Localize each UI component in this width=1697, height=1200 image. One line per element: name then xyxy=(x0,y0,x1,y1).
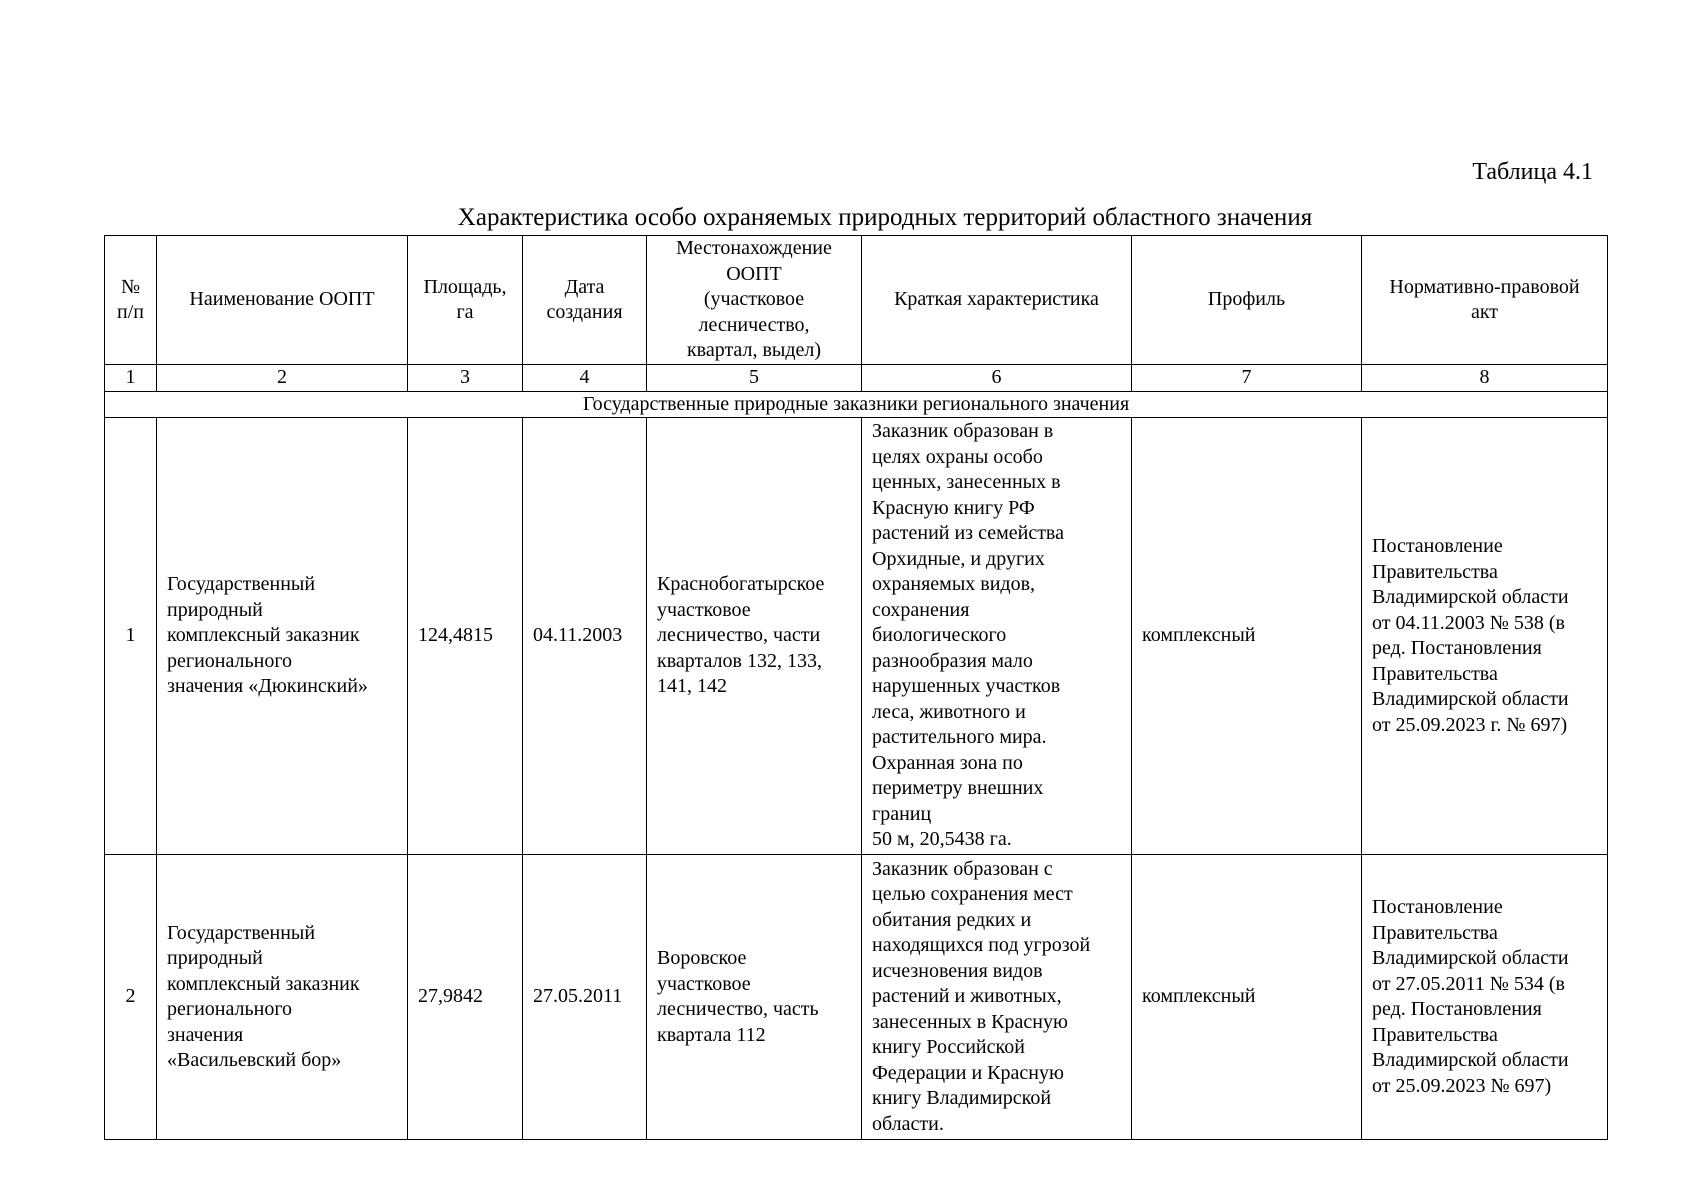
row-profile: комплексный xyxy=(1132,855,1362,1140)
header-row xyxy=(105,236,1608,365)
column-number: 4 xyxy=(523,365,647,392)
row-date: 27.05.2011 xyxy=(523,855,647,1140)
table-row xyxy=(105,855,1608,1140)
row-act: Постановление Правительства Владимирской области от 27.05.2011 № 534 (в ред. Постановления Правительства Владимирской области от 25.09.2023 № 697) xyxy=(1362,855,1608,1140)
header-profile: Профиль xyxy=(1132,236,1362,365)
column-number: 6 xyxy=(862,365,1132,392)
row-area: 27,9842 xyxy=(408,855,523,1140)
row-act: Постановление Правительства Владимирской области от 04.11.2003 № 538 (в ред. Постановления Правительства Владимирской области от 25.09.2023 г. № 697) xyxy=(1362,418,1608,855)
row-location: Воровское участковое лесничество, часть квартала 112 xyxy=(647,855,862,1140)
section-row xyxy=(105,391,1608,418)
column-number: 5 xyxy=(647,365,862,392)
header-date: Дата создания xyxy=(523,236,647,365)
row-name: Государственный природный комплексный заказник регионального значения «Васильевский бор» xyxy=(157,855,408,1140)
row-description: Заказник образован в целях охраны особо ценных, занесенных в Красную книгу РФ растений из семейства Орхидные, и других охраняемых видов, сохранения биологического разнообразия мало нарушенных участков леса, животного и растительного мира. Охранная зона по периметру внешних границ 50 м, 20,5438 га. xyxy=(862,418,1132,855)
column-number: 1 xyxy=(105,365,157,392)
row-name: Государственный природный комплексный заказник регионального значения «Дюкинский» xyxy=(157,418,408,855)
row-profile: комплексный xyxy=(1132,418,1362,855)
row-description: Заказник образован с целью сохранения мест обитания редких и находящихся под угрозой исчезновения видов растений и животных, занесенных в Красную книгу Российской Федерации и Красную книгу Владимирской области. xyxy=(862,855,1132,1140)
header-number: № п/п xyxy=(105,236,157,365)
header-name: Наименование ООПТ xyxy=(157,236,408,365)
column-number: 2 xyxy=(157,365,408,392)
section-title: Государственные природные заказники регионального значения xyxy=(105,391,1608,418)
header-act: Нормативно-правовой акт xyxy=(1362,236,1608,365)
table-title: Характеристика особо охраняемых природных территорий областного значения xyxy=(457,204,1313,231)
table-row xyxy=(105,418,1608,855)
row-number: 1 xyxy=(105,418,157,855)
column-number: 8 xyxy=(1362,365,1608,392)
header-area: Площадь, га xyxy=(408,236,523,365)
row-area: 124,4815 xyxy=(408,418,523,855)
header-location: Местонахождение ООПТ (участковое лесничество, квартал, выдел) xyxy=(647,236,862,365)
column-number: 7 xyxy=(1132,365,1362,392)
row-number: 2 xyxy=(105,855,157,1140)
row-date: 04.11.2003 xyxy=(523,418,647,855)
header-description: Краткая характеристика xyxy=(862,236,1132,365)
column-number: 3 xyxy=(408,365,523,392)
column-numbers-row xyxy=(105,365,1608,392)
row-location: Краснобогатырское участковое лесничество, части кварталов 132, 133, 141, 142 xyxy=(647,418,862,855)
table-number: Таблица 4.1 xyxy=(1472,159,1593,185)
oopt-table xyxy=(104,235,1608,1140)
